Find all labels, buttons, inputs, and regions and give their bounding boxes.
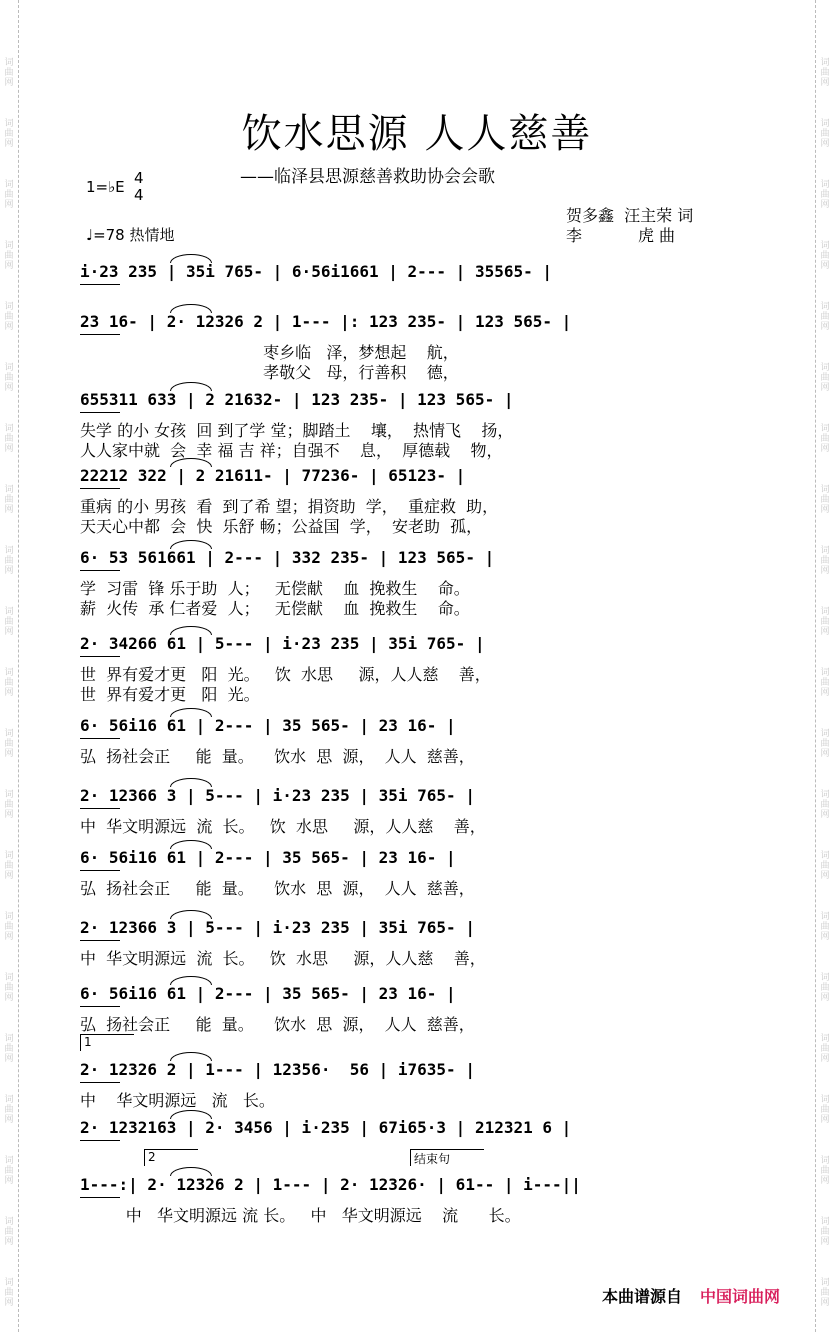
lyric-line: 弘 扬社会正 能 量。 饮水 思 源， 人人 慈善， (80, 1015, 475, 1034)
slur-mark (170, 382, 212, 391)
slur-mark (170, 1110, 212, 1119)
source-footer (602, 1284, 780, 1307)
slur-mark (170, 540, 212, 549)
slur-mark (170, 254, 212, 263)
notation-line: 2· 12326 2 | 1--- | 12356· 56 | i7635- | (80, 1060, 475, 1079)
lyric-line: 孝敬父 母，行善积 德， (80, 363, 459, 382)
notation-line: 6· 56i16 61 | 2--- | 35 565- | 23 16- | (80, 716, 456, 735)
watermark-text: 词 曲 网 (820, 1156, 830, 1186)
watermark-text: 词 曲 网 (4, 973, 14, 1003)
watermark-text: 词 曲 网 (4, 424, 14, 454)
volta-bracket: 2 (144, 1149, 198, 1166)
watermark-text: 词 曲 网 (4, 363, 14, 393)
watermark-text: 词 曲 网 (4, 1095, 14, 1125)
notation-line: 2· 34266 61 | 5--- | i·23 235 | 35i 765- | (80, 634, 485, 653)
watermark-text: 词 曲 网 (820, 1034, 830, 1064)
song-subtitle: ——临泽县思源慈善救助协会会歌 (240, 167, 495, 187)
watermark-text: 词 曲 网 (4, 302, 14, 332)
watermark-text: 词 曲 网 (820, 1217, 830, 1247)
beam-underline (80, 284, 120, 285)
notation-line: 2· 1232163 | 2· 3456 | i·235 | 67i65·3 | 212321 6 | (80, 1118, 572, 1137)
lyric-line: 世 界有爱才更 阳 光。 饮 水思 源，人人慈 善， (80, 665, 491, 684)
lyric-line: 中 华文明源远 流 长。 中 华文明源远 流 长。 (80, 1206, 521, 1225)
ending-bracket: 结束句 (410, 1149, 484, 1166)
watermark-text: 词 曲 网 (820, 851, 830, 881)
watermark-text: 词 曲 网 (4, 119, 14, 149)
notation-line: 6· 53 561661 | 2--- | 332 235- | 123 565- | (80, 548, 495, 567)
beam-underline (80, 334, 120, 335)
watermark-text: 词 曲 网 (4, 180, 14, 210)
lyric-line: 重病 的小 男孩 看 到了希 望；捐资助 学， 重症救 助， (80, 497, 499, 516)
slur-mark (170, 778, 212, 787)
slur-mark (170, 304, 212, 313)
key-signature: 1=♭E (86, 178, 125, 196)
lyric-line: 中 华文明源远 流 长。 饮 水思 源，人人慈 善， (80, 949, 486, 968)
watermark-text: 词 曲 网 (4, 851, 14, 881)
beam-underline (80, 1140, 120, 1141)
notation-line: 2· 12366 3 | 5--- | i·23 235 | 35i 765- | (80, 918, 475, 937)
watermark-text: 词 曲 网 (820, 180, 830, 210)
watermark-text: 词 曲 网 (4, 241, 14, 271)
lyric-line: 人人家中就 会 幸 福 吉 祥；自强不 息， 厚德载 物， (80, 441, 503, 460)
song-title: 饮水思源 人人慈善 (241, 111, 593, 157)
beam-underline (80, 1006, 120, 1007)
watermark-text: 词 曲 网 (4, 607, 14, 637)
lyricist-credit: 贺多鑫 汪主荣 词 (566, 206, 694, 225)
watermark-text: 词 曲 网 (820, 241, 830, 271)
watermark-text: 词 曲 网 (4, 1278, 14, 1308)
lyric-line: 学 习雷 锋 乐于助 人； 无偿献 血 挽救生 命。 (80, 579, 470, 598)
watermark-text: 词 曲 网 (820, 302, 830, 332)
watermark-text: 词 曲 网 (820, 607, 830, 637)
tempo-marking: ♩=78 热情地 (86, 226, 175, 244)
beam-underline (80, 656, 120, 657)
watermark-text: 词 曲 网 (4, 729, 14, 759)
watermark-text: 词 曲 网 (820, 424, 830, 454)
beam-underline (80, 1082, 120, 1083)
watermark-text: 词 曲 网 (4, 1156, 14, 1186)
beam-underline (80, 412, 120, 413)
notation-line: 2· 12366 3 | 5--- | i·23 235 | 35i 765- | (80, 786, 475, 805)
slur-mark (170, 976, 212, 985)
watermark-text: 词 曲 网 (4, 546, 14, 576)
slur-mark (170, 1052, 212, 1061)
watermark-text: 词 曲 网 (820, 485, 830, 515)
watermark-text: 词 曲 网 (820, 729, 830, 759)
beam-underline (80, 870, 120, 871)
beam-underline (80, 488, 120, 489)
lyric-line: 中 华文明源远 流 长。 (80, 1091, 275, 1110)
volta-bracket: 1 (80, 1034, 134, 1051)
watermark-text: 词 曲 网 (4, 1034, 14, 1064)
time-signature (134, 170, 144, 204)
time-signature-top: 4 (134, 169, 144, 187)
notation-line: 23 16- | 2· 12326 2 | 1--- |: 123 235- | 123 565- | (80, 312, 572, 331)
notation-line: 1---:| 2· 12326 2 | 1--- | 2· 12326· | 61-- | i---|| (80, 1175, 581, 1194)
footer-brand-link[interactable]: 中国词曲网 (700, 1287, 781, 1306)
slur-mark (170, 910, 212, 919)
watermark-text: 词 曲 网 (820, 1095, 830, 1125)
slur-mark (170, 1167, 212, 1176)
watermark-text: 词 曲 网 (4, 1217, 14, 1247)
slur-mark (170, 626, 212, 635)
watermark-text: 词 曲 网 (820, 668, 830, 698)
slur-mark (170, 708, 212, 717)
watermark-text: 词 曲 网 (820, 912, 830, 942)
beam-underline (80, 570, 120, 571)
watermark-text: 词 曲 网 (820, 58, 830, 88)
notation-line: 6· 56i16 61 | 2--- | 35 565- | 23 16- | (80, 848, 456, 867)
watermark-text: 词 曲 网 (820, 119, 830, 149)
notation-line: 22212 322 | 2 21611- | 77236- | 65123- | (80, 466, 466, 485)
beam-underline (80, 1197, 120, 1198)
notation-line: 655311 633 | 2 21632- | 123 235- | 123 565- | (80, 390, 514, 409)
watermark-text: 词 曲 网 (820, 546, 830, 576)
watermark-text: 词 曲 网 (4, 912, 14, 942)
lyric-line: 中 华文明源远 流 长。 饮 水思 源，人人慈 善， (80, 817, 486, 836)
watermark-text: 词 曲 网 (820, 1278, 830, 1308)
watermark-text: 词 曲 网 (4, 58, 14, 88)
credits (566, 206, 693, 246)
beam-underline (80, 940, 120, 941)
notation-line: i·23 235 | 35i 765- | 6·56i1661 | 2--- | 35565- | (80, 262, 553, 281)
composer-credit: 李 虎 曲 (566, 226, 676, 245)
watermark-text: 词 曲 网 (4, 790, 14, 820)
slur-mark (170, 840, 212, 849)
lyric-line: 失学 的小 女孩 回 到了学 堂；脚踏土 壤， 热情飞 扬， (80, 421, 514, 440)
watermark-text: 词 曲 网 (820, 363, 830, 393)
footer-source-text: 本曲谱源自 (602, 1287, 683, 1306)
lyric-line: 世 界有爱才更 阳 光。 (80, 685, 260, 704)
lyric-line: 弘 扬社会正 能 量。 饮水 思 源， 人人 慈善， (80, 879, 475, 898)
watermark-text: 词 曲 网 (820, 973, 830, 1003)
beam-underline (80, 738, 120, 739)
lyric-line: 枣乡临 泽，梦想起 航， (80, 343, 459, 362)
lyric-line: 薪 火传 承 仁者爱 人； 无偿献 血 挽救生 命。 (80, 599, 470, 618)
beam-underline (80, 808, 120, 809)
watermark-text: 词 曲 网 (4, 668, 14, 698)
time-signature-bottom: 4 (134, 186, 144, 204)
watermark-text: 词 曲 网 (820, 790, 830, 820)
lyric-line: 弘 扬社会正 能 量。 饮水 思 源， 人人 慈善， (80, 747, 475, 766)
watermark-text: 词 曲 网 (4, 485, 14, 515)
notation-line: 6· 56i16 61 | 2--- | 35 565- | 23 16- | (80, 984, 456, 1003)
lyric-line: 天天心中都 会 快 乐舒 畅；公益国 学， 安老助 孤， (80, 517, 483, 536)
